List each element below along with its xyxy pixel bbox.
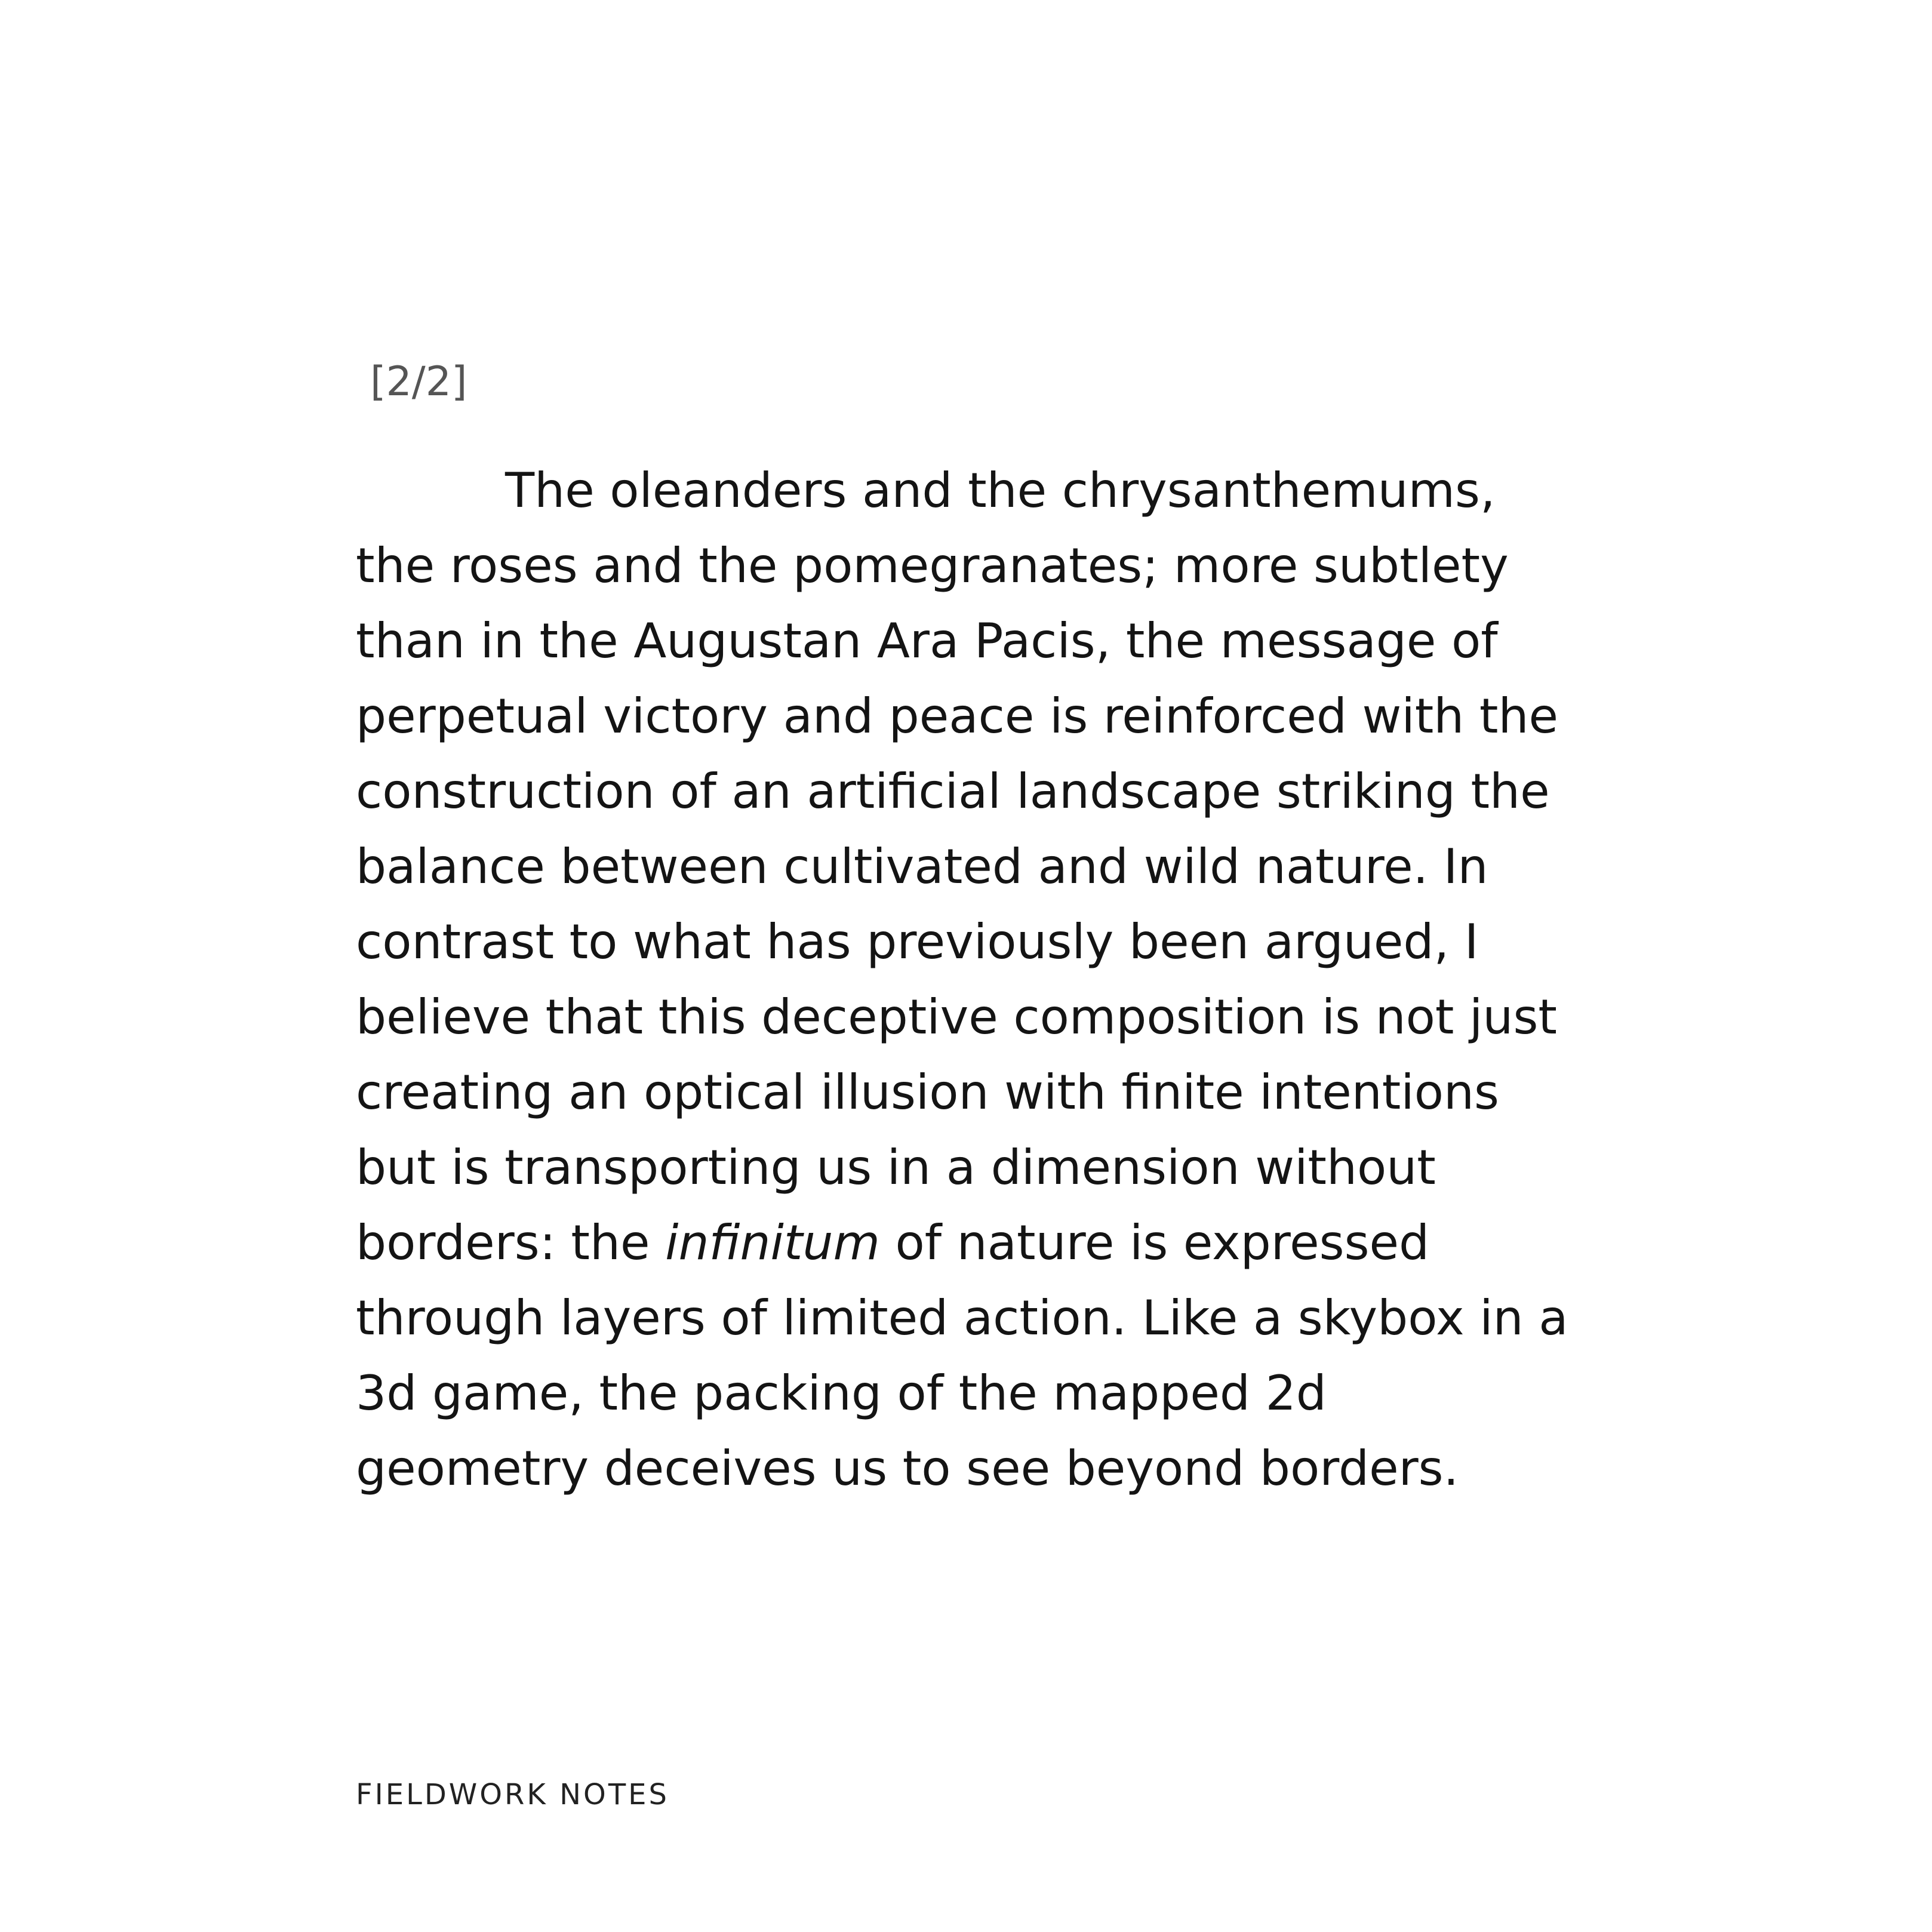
body-line: balance between cultivated and wild nature. In (356, 838, 1488, 894)
body-line: The oleanders and the chrysanthemums, (505, 462, 1496, 518)
body-line: construction of an artificial landscape striking the (356, 763, 1550, 819)
body-text (356, 453, 1598, 1506)
body-line: than in the Augustan Ara Pacis, the message of (356, 613, 1498, 669)
body-line: perpetual victory and peace is reinforced with the (356, 688, 1558, 744)
body-line-with-italic (356, 1205, 1598, 1280)
line-text-before: borders: the (356, 1214, 666, 1270)
italic-term: infinitum (665, 1214, 880, 1270)
body-line: 3d game, the packing of the mapped 2d (356, 1365, 1327, 1421)
body-line: through layers of limited action. Like a skybox in a (356, 1290, 1568, 1346)
page-indicator: [2/2] (370, 358, 467, 405)
body-line: creating an optical illusion with finite intentions (356, 1064, 1499, 1120)
body-line: contrast to what has previously been argued, I (356, 913, 1479, 970)
body-line: geometry deceives us to see beyond borders. (356, 1440, 1459, 1496)
body-line: believe that this deceptive composition is not just (356, 989, 1557, 1045)
body-line: but is transporting us in a dimension without (356, 1139, 1436, 1195)
footer-label: FIELDWORK NOTES (356, 1778, 669, 1811)
body-line: the roses and the pomegranates; more subtlety (356, 537, 1509, 593)
line-text-after: of nature is expressed (879, 1214, 1430, 1270)
